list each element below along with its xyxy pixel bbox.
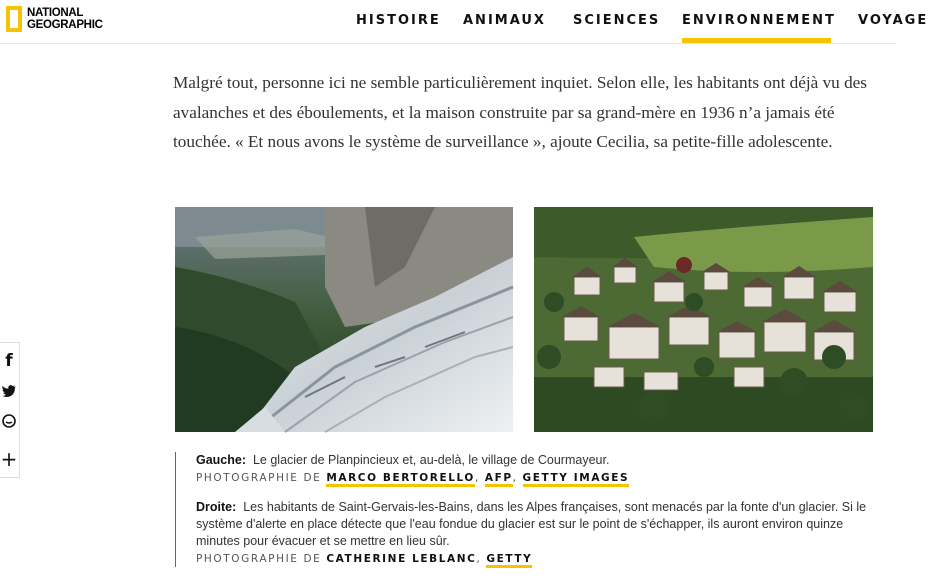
national-geographic-logo[interactable] <box>6 6 103 32</box>
caption-right <box>196 499 887 550</box>
caption-right-text: Les habitants de Saint-Gervais-les-Bains, dans les Alpes françaises, sont menacés par la fonte d'un glacier. Si le système d'alerte en place détecte que l'eau fondue du glacier est sur le point de s'échapper, ils auront environ quinze minutes pour évacuer et se mettre en lieu sûr. <box>196 500 867 548</box>
photo-saint-gervais-village <box>534 207 873 432</box>
nav-item-animaux[interactable]: ANIMAUX <box>463 13 546 28</box>
credit-link-getty-images[interactable]: GETTY IMAGES <box>523 472 630 487</box>
caption-left-text: Le glacier de Planpincieux et, au-delà, le village de Courmayeur. <box>252 453 610 467</box>
nav-item-histoire[interactable]: HISTOIRE <box>356 13 441 28</box>
credit-link-getty[interactable]: GETTY <box>486 553 532 568</box>
caption-left-label: Gauche: <box>196 453 247 467</box>
nav-item-sciences[interactable]: SCIENCES <box>573 13 661 28</box>
logo-line-2: GEOGRAPHIC <box>27 19 103 31</box>
nav-item-environnement[interactable]: ENVIRONNEMENT <box>682 13 836 28</box>
logo-yellow-frame-icon <box>6 6 22 32</box>
credit-link-afp[interactable]: AFP <box>485 472 513 487</box>
logo-line-1: NATIONAL <box>27 7 84 19</box>
credit-link-marco-bertorello[interactable]: MARCO BERTORELLO <box>326 472 475 487</box>
credit-name-catherine-leblanc: CATHERINE LEBLANC <box>326 553 477 565</box>
caption-left <box>196 452 887 469</box>
active-nav-underline <box>682 38 831 43</box>
article-paragraph: Malgré tout, personne ici ne semble particulièrement inquiet. Selon elle, les habitants ont déjà vu des avalanches et des éboulements, et la maison construite par sa grand-mère en 1936 n’a jamais été touchée. « Et nous avons le système de surveillance », ajoute Cecilia, sa petite-fille adolescente. <box>173 73 867 151</box>
photo-glacier-planpincieux <box>175 207 513 432</box>
facebook-icon[interactable]: f <box>5 351 13 371</box>
more-icon[interactable]: + <box>0 447 18 471</box>
nav-item-voyage[interactable]: VOYAGE <box>858 13 928 28</box>
caption-right-credit: PHOTOGRAPHIE DE CATHERINE LEBLANC, GETTY <box>196 551 887 567</box>
share-rail <box>0 342 20 478</box>
credit-prefix: PHOTOGRAPHIE DE <box>196 553 322 565</box>
twitter-icon[interactable] <box>0 379 18 403</box>
caption-right-label: Droite: <box>196 500 237 514</box>
site-header <box>0 0 928 44</box>
caption-left-credit: PHOTOGRAPHIE DE MARCO BERTORELLO, AFP, GETTY IMAGES <box>196 470 887 486</box>
logo-text <box>27 7 103 31</box>
credit-prefix: PHOTOGRAPHIE DE <box>196 472 322 484</box>
comment-icon[interactable] <box>0 409 18 433</box>
photo-captions <box>175 452 887 567</box>
